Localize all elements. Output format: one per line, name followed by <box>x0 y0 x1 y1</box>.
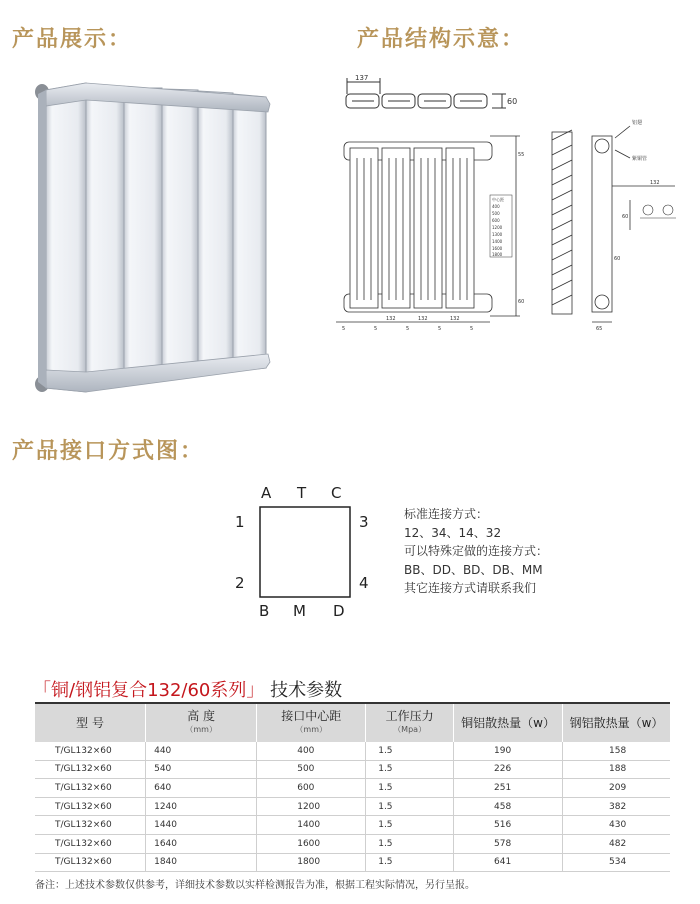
cell-cu: 458 <box>454 797 563 816</box>
cell-cu: 251 <box>454 779 563 798</box>
radiator-product-image <box>28 78 278 398</box>
cell-height: 1840 <box>146 853 257 872</box>
section-title-display: 产品展示： <box>12 27 133 52</box>
top-offset-label: 55 <box>518 152 525 158</box>
side-view <box>552 126 675 322</box>
cell-al: 188 <box>563 760 670 779</box>
cell-al: 158 <box>563 742 670 760</box>
conn-note-2: 可以特殊定做的连接方式： <box>404 544 549 558</box>
cell-model: T/GL132×60 <box>35 779 146 798</box>
cell-model: T/GL132×60 <box>35 742 146 760</box>
cell-pressure: 1.5 <box>366 779 454 798</box>
bottom-spacing-0: 132 <box>386 316 396 322</box>
side-h-label: 60 <box>614 256 621 262</box>
cell-height: 1240 <box>146 797 257 816</box>
cell-model: T/GL132×60 <box>35 853 146 872</box>
number-1: 1 <box>235 513 245 531</box>
cell-center: 1400 <box>257 816 366 835</box>
cell-model: T/GL132×60 <box>35 797 146 816</box>
height-3: 600 <box>492 218 500 223</box>
cell-center: 600 <box>257 779 366 798</box>
height-5: 1300 <box>492 232 503 237</box>
cell-pressure: 1.5 <box>366 742 454 760</box>
table-row <box>35 797 670 816</box>
cell-center: 1800 <box>257 853 366 872</box>
height-6: 1400 <box>492 239 503 244</box>
header-model: 型 号 <box>35 703 146 742</box>
cell-pressure: 1.5 <box>366 797 454 816</box>
cell-cu: 578 <box>454 834 563 853</box>
structure-diagram <box>330 70 690 340</box>
conn-note-3: BB、DD、BD、DB、MM <box>404 562 543 577</box>
letter-T: T <box>297 484 307 502</box>
table-row <box>35 816 670 835</box>
cell-height: 1440 <box>146 816 257 835</box>
cell-pressure: 1.5 <box>366 853 454 872</box>
spec-table <box>35 702 670 872</box>
cell-al: 209 <box>563 779 670 798</box>
bottom-offset-label: 60 <box>518 299 525 305</box>
cell-cu: 226 <box>454 760 563 779</box>
side-label-pipe: 紫铜管 <box>632 156 648 162</box>
height-4: 1200 <box>492 225 503 230</box>
height-2: 500 <box>492 211 500 216</box>
header-center: 接口中心距 （mm） <box>257 703 366 742</box>
cell-model: T/GL132×60 <box>35 760 146 779</box>
small-mark-2: 5 <box>406 326 410 332</box>
cell-al: 482 <box>563 834 670 853</box>
table-row <box>35 834 670 853</box>
small-mark-4: 5 <box>470 326 474 332</box>
small-mark-0: 5 <box>342 326 346 332</box>
depth-label: 60 <box>507 97 518 106</box>
connection-notes <box>404 505 548 598</box>
letter-A: A <box>261 484 272 502</box>
letter-C: C <box>331 484 342 502</box>
cell-pressure: 1.5 <box>366 816 454 835</box>
spec-table-title <box>33 676 342 702</box>
conn-note-4: 其它连接方式请联系我们 <box>404 581 537 595</box>
table-row <box>35 779 670 798</box>
table-row <box>35 742 670 760</box>
cell-al: 382 <box>563 797 670 816</box>
cell-center: 400 <box>257 742 366 760</box>
height-0: 中心距 <box>492 197 504 202</box>
cell-center: 1200 <box>257 797 366 816</box>
side-bottom-label: 65 <box>596 326 603 332</box>
top-width-label: 137 <box>355 74 369 82</box>
number-3: 3 <box>359 513 369 531</box>
letter-M: M <box>293 602 306 620</box>
letter-B: B <box>259 602 270 620</box>
cell-cu: 190 <box>454 742 563 760</box>
header-height: 高 度 （mm） <box>146 703 257 742</box>
small-mark-3: 5 <box>438 326 442 332</box>
cell-cu: 516 <box>454 816 563 835</box>
number-4: 4 <box>359 574 369 592</box>
height-7: 1600 <box>492 246 503 251</box>
section-title-structure: 产品结构示意： <box>357 27 526 52</box>
small-mark-1: 5 <box>374 326 378 332</box>
bottom-spacing-2: 132 <box>450 316 460 322</box>
title-close-bracket: 」 <box>246 680 265 701</box>
side-label-fin: 铝翅 <box>632 120 643 126</box>
footnote: 备注：上述技术参数仅供参考，详细技术参数以实样检测报告为准，根据工程实际情况，另行呈报。 <box>35 880 475 891</box>
table-row <box>35 760 670 779</box>
height-8: 1800 <box>492 252 503 257</box>
conn-note-0: 标准连接方式： <box>404 507 489 521</box>
title-suffix: 技术参数 <box>270 680 343 701</box>
connection-diagram <box>225 480 385 620</box>
header-al: 钢铝散热量（w） <box>563 703 670 742</box>
conn-note-1: 12、34、14、32 <box>404 525 502 540</box>
cell-cu: 641 <box>454 853 563 872</box>
cell-pressure: 1.5 <box>366 834 454 853</box>
bottom-spacing-1: 132 <box>418 316 428 322</box>
header-cu: 铜铝散热量（w） <box>454 703 563 742</box>
cell-al: 430 <box>563 816 670 835</box>
cell-height: 540 <box>146 760 257 779</box>
height-1: 400 <box>492 204 500 209</box>
cell-center: 500 <box>257 760 366 779</box>
title-series: 铜/钢铝复合132/60系列 <box>51 680 247 701</box>
side-spacing-label: 132 <box>650 180 660 186</box>
cell-pressure: 1.5 <box>366 760 454 779</box>
cell-height: 440 <box>146 742 257 760</box>
header-pressure: 工作压力 （Mpa） <box>366 703 454 742</box>
title-open-bracket: 「 <box>33 680 51 701</box>
table-row <box>35 853 670 872</box>
section-title-connect: 产品接口方式图： <box>12 439 205 464</box>
number-2: 2 <box>235 574 245 592</box>
cell-height: 640 <box>146 779 257 798</box>
cell-center: 1600 <box>257 834 366 853</box>
cell-model: T/GL132×60 <box>35 816 146 835</box>
cell-height: 1640 <box>146 834 257 853</box>
letter-D: D <box>333 602 345 620</box>
top-view <box>346 78 506 108</box>
cell-model: T/GL132×60 <box>35 834 146 853</box>
cell-al: 534 <box>563 853 670 872</box>
side-v-label: 60 <box>622 214 629 220</box>
